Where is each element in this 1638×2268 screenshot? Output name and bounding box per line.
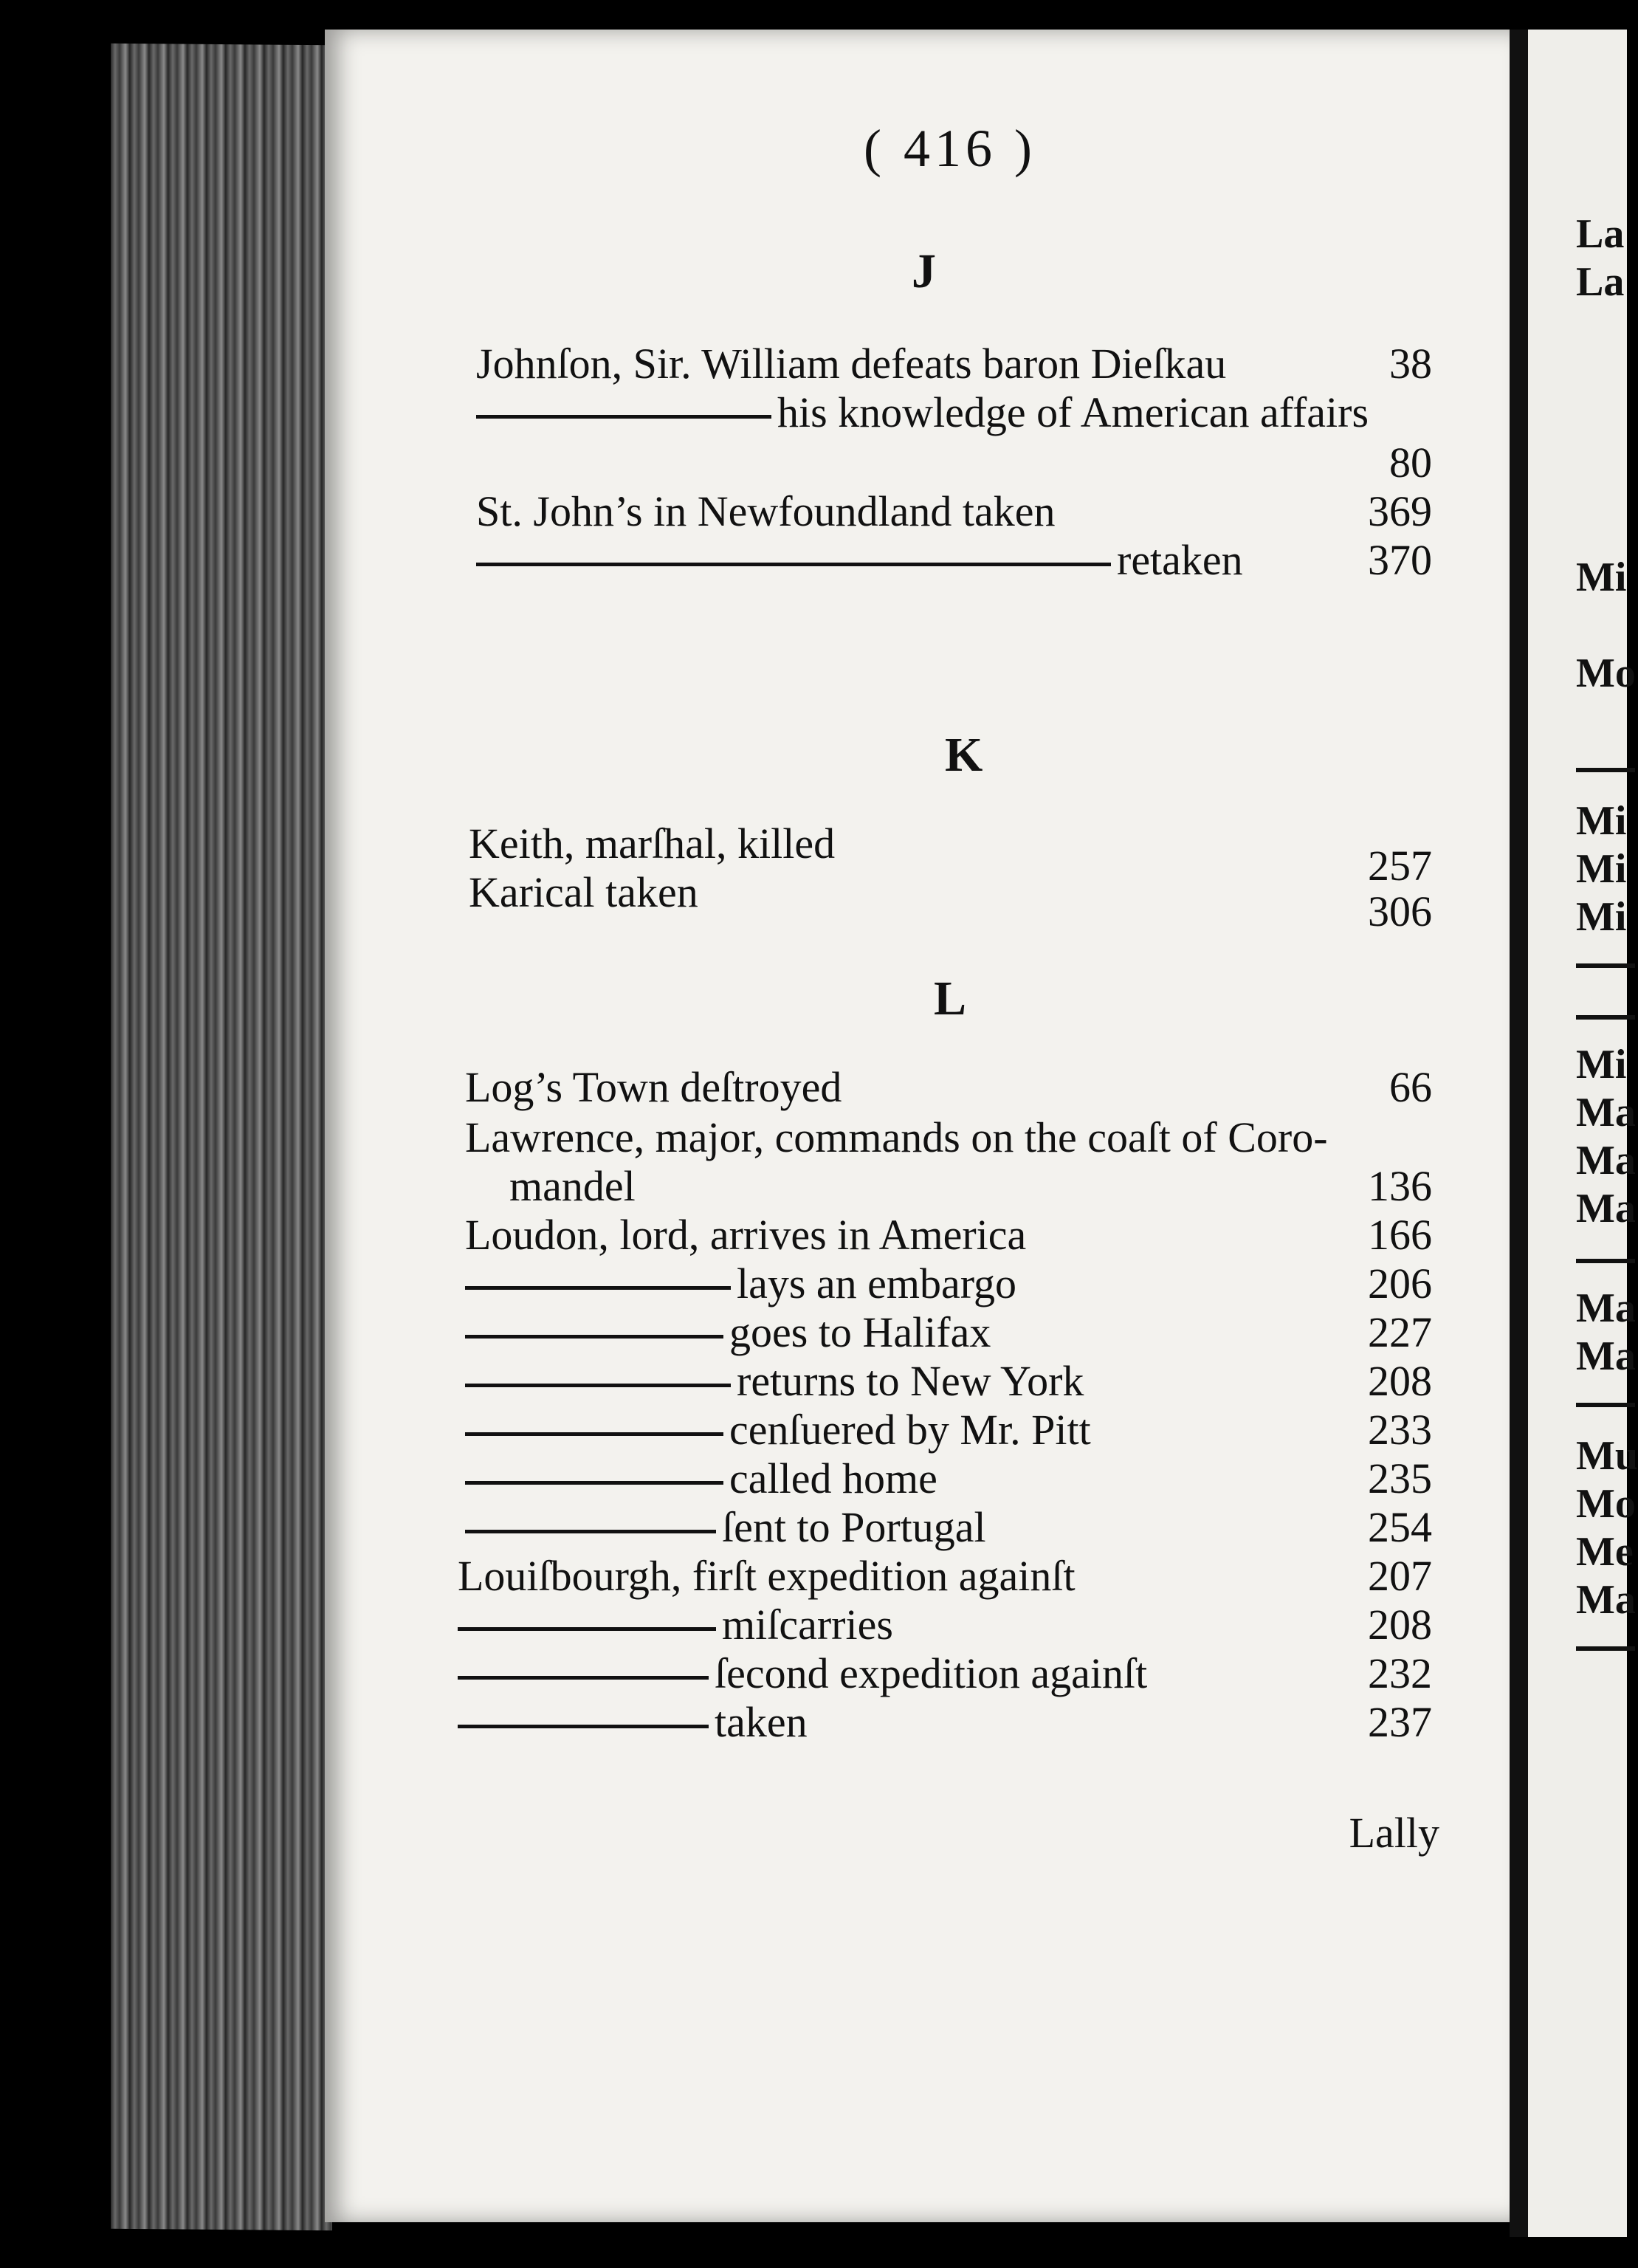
entry-label: his knowledge of American affairs <box>777 388 1369 436</box>
right-page-fragment: La <box>1576 211 1625 257</box>
ditto-rule <box>458 1627 716 1631</box>
entry-label: Loudon, lord, arrives in America <box>465 1211 1027 1259</box>
page-ref: 208 <box>1368 1357 1432 1405</box>
right-page-rule <box>1576 963 1635 968</box>
right-page-fragment: Mu <box>1576 1433 1638 1479</box>
right-page-fragment: Mo <box>1576 1481 1636 1527</box>
page-ref: 369 <box>1368 487 1432 535</box>
section-heading-k: K <box>945 728 983 782</box>
page-ref: 166 <box>1368 1211 1432 1259</box>
right-page-fragment: Me <box>1576 1529 1634 1575</box>
ditto-rule <box>458 1725 709 1728</box>
right-page-fragment: Mi <box>1576 894 1627 940</box>
right-page-rule <box>1576 1403 1635 1407</box>
ditto-rule <box>465 1384 731 1387</box>
page-ref: 233 <box>1368 1406 1432 1454</box>
entry-label: mandel <box>509 1162 636 1210</box>
book-page-edges <box>111 44 332 2231</box>
right-page-fragment: Mi <box>1576 798 1627 844</box>
entry-label: miſcarries <box>722 1601 893 1649</box>
entry-label: goes to Halifax <box>729 1308 991 1356</box>
entry-label: ſecond expedition againſt <box>715 1649 1148 1697</box>
right-page-fragment: La <box>1576 259 1625 305</box>
page-ref: 232 <box>1368 1649 1432 1697</box>
right-page-fragment: Ma <box>1576 1285 1636 1331</box>
right-page-fragment: Mi <box>1576 554 1627 600</box>
section-heading-j: J <box>912 244 936 298</box>
page-ref: 227 <box>1368 1308 1432 1356</box>
entry-label: Johnſon, Sir. William defeats baron Dieſkau <box>476 340 1227 388</box>
entry-label: cenſuered by Mr. Pitt <box>729 1406 1091 1454</box>
entry-label: lays an embargo <box>737 1260 1017 1307</box>
right-page-fragment: Ma <box>1576 1090 1636 1135</box>
entry-label: called home <box>729 1454 937 1502</box>
right-page-fragment: Mi <box>1576 846 1627 892</box>
index-content <box>458 0 1439 2268</box>
page-ref: 206 <box>1368 1260 1432 1307</box>
right-page-fragment: Mo <box>1576 650 1636 696</box>
right-page-fragment: Ma <box>1576 1138 1636 1183</box>
entry-label: Log’s Town deſtroyed <box>465 1063 842 1111</box>
entry-label: taken <box>715 1698 808 1746</box>
ditto-rule <box>465 1432 723 1436</box>
ditto-rule <box>465 1481 723 1485</box>
entry-label: Karical taken <box>469 868 698 916</box>
page-ref: 257 <box>1368 842 1432 890</box>
right-page-fragment: Ma <box>1576 1577 1636 1623</box>
page-ref: 237 <box>1368 1698 1432 1746</box>
entry-label: returns to New York <box>737 1357 1084 1405</box>
page-ref: 370 <box>1368 536 1432 584</box>
entry-label: Keith, marſhal, killed <box>469 819 836 867</box>
ditto-rule <box>476 415 771 419</box>
ditto-rule <box>465 1530 716 1533</box>
section-heading-l: L <box>934 972 967 1025</box>
page-ref: 235 <box>1368 1454 1432 1502</box>
entry-label: Louiſbourgh, firſt expedition againſt <box>458 1552 1076 1600</box>
entry-label: Lawrence, major, commands on the coaſt of Coro- <box>465 1113 1328 1161</box>
ditto-rule <box>465 1286 731 1290</box>
page-ref: 254 <box>1368 1503 1432 1551</box>
ditto-rule <box>465 1335 723 1339</box>
entry-label: ſent to Portugal <box>722 1503 986 1551</box>
right-page-rule <box>1576 1015 1635 1020</box>
page-ref: 306 <box>1368 887 1432 935</box>
right-page-fragment: Ma <box>1576 1186 1636 1231</box>
page-ref: 66 <box>1389 1063 1432 1111</box>
entry-label: retaken <box>1117 536 1243 584</box>
ditto-rule <box>476 563 1111 566</box>
entry-label: St. John’s in Newfoundland taken <box>476 487 1056 535</box>
right-page-fragment: Ma <box>1576 1333 1636 1379</box>
page-ref: 136 <box>1368 1162 1432 1210</box>
page-number: ( 416 ) <box>864 119 1036 178</box>
right-page-rule <box>1576 768 1635 772</box>
ditto-rule <box>458 1676 709 1680</box>
right-page-rule <box>1576 1646 1635 1651</box>
page-ref: 80 <box>1389 439 1432 487</box>
page-ref: 38 <box>1389 340 1432 388</box>
catchword: Lally <box>1349 1809 1439 1857</box>
page-ref: 207 <box>1368 1552 1432 1600</box>
page-ref: 208 <box>1368 1601 1432 1649</box>
right-page-fragment: Mi <box>1576 1042 1627 1087</box>
right-page-rule <box>1576 1259 1635 1263</box>
